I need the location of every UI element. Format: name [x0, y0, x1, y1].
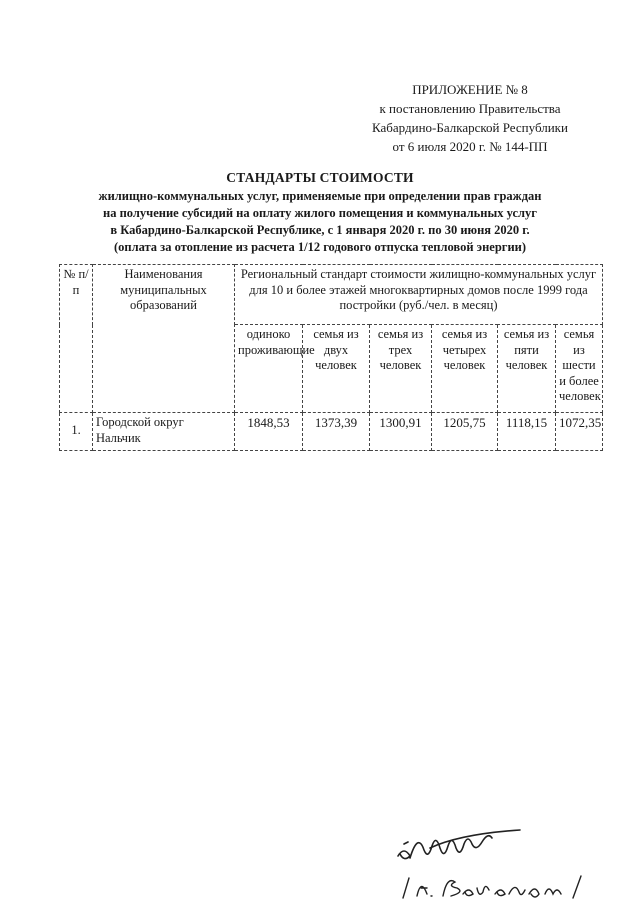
appendix-republic-line: Кабардино-Балкарской Республики — [372, 120, 568, 135]
appendix-date-line: от 6 июля 2020 г. № 144-ПП — [392, 139, 548, 154]
value-six: 1072,35 — [556, 413, 603, 451]
subheader-single: одиноко проживающие — [235, 325, 303, 413]
appendix-decree-line: к постановлению Правительства — [379, 101, 561, 116]
value-five: 1118,15 — [498, 413, 556, 451]
subheader-two: семья из двух человек — [303, 325, 370, 413]
header-num: № п/п — [60, 265, 93, 413]
title-line-3: в Кабардино-Балкарской Республике, с 1 января 2020 г. по 30 июня 2020 г. — [110, 223, 530, 237]
title-line-2: на получение субсидий на оплату жилого помещения и коммунальных услуг — [103, 206, 537, 220]
header-name: Наименования муниципальных образований — [93, 265, 235, 413]
row-name: Городской округ Нальчик — [93, 413, 235, 451]
table-row — [60, 413, 603, 451]
signature-name-handwritten — [395, 872, 595, 902]
standards-table — [59, 264, 603, 451]
subheader-three: семья из трех человек — [370, 325, 432, 413]
value-four: 1205,75 — [432, 413, 498, 451]
value-single: 1848,53 — [235, 413, 303, 451]
header-group: Региональный стандарт стоимости жилищно-коммунальных услуг для 10 и более этажей многоквартирных домов после 1999 года постройки (руб./чел. в месяц) — [235, 265, 603, 325]
subheader-five: семья из пяти человек — [498, 325, 556, 413]
appendix-block — [330, 80, 610, 156]
value-three: 1300,91 — [370, 413, 432, 451]
subheader-four: семья из четырех человек — [432, 325, 498, 413]
document-title — [60, 168, 580, 256]
title-line-4: (оплата за отопление из расчета 1/12 годового отпуска тепловой энергии) — [113, 240, 527, 254]
row-num: 1. — [60, 413, 93, 451]
appendix-number: ПРИЛОЖЕНИЕ № 8 — [412, 82, 528, 97]
value-two: 1373,39 — [303, 413, 370, 451]
title-main: СТАНДАРТЫ СТОИМОСТИ — [226, 170, 414, 185]
title-line-1: жилищно-коммунальных услуг, применяемые при определении прав граждан — [98, 189, 542, 203]
subheader-six: семья из шести и более человек — [556, 325, 603, 413]
handwritten-signature — [390, 818, 540, 878]
